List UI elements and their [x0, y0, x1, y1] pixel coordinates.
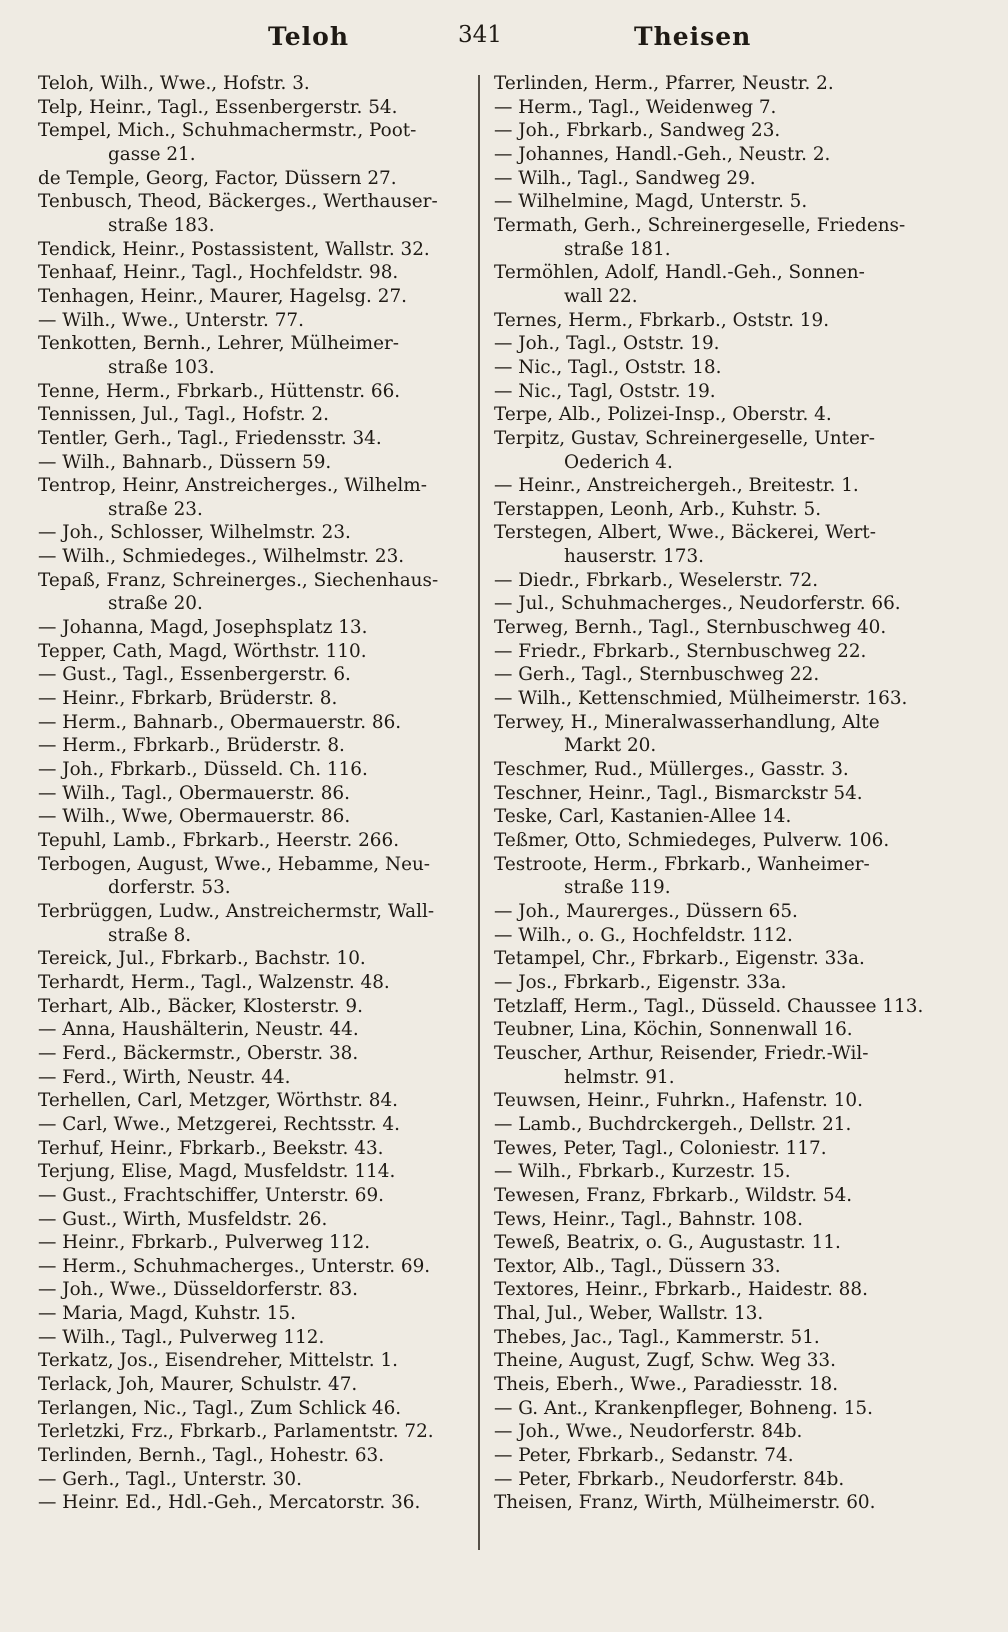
- directory-entry: Tenhagen, Heinr., Maurer, Hagelsg. 27.: [38, 285, 407, 307]
- directory-entry: — Herm., Bahnarb., Obermauerstr. 86.: [38, 711, 402, 733]
- directory-entry: — Herm., Schuhmacherges., Unterstr. 69.: [38, 1255, 431, 1277]
- directory-entry: Thebes, Jac., Tagl., Kammerstr. 51.: [494, 1326, 820, 1348]
- directory-entry: — Jos., Fbrkarb., Eigenstr. 33a.: [494, 971, 787, 993]
- directory-entry: Terjung, Elise, Magd, Musfeldstr. 114.: [38, 1161, 396, 1183]
- directory-entry: — Gust., Wirth, Musfeldstr. 26.: [38, 1208, 328, 1230]
- directory-entry: Tenbusch, Theod, Bäckerges., Werthauser-: [38, 191, 438, 213]
- directory-entry: — Wilh., Wwe, Obermauerstr. 86.: [38, 806, 351, 828]
- directory-entry: Terlack, Joh, Maurer, Schulstr. 47.: [38, 1374, 358, 1396]
- directory-entry: Teweß, Beatrix, o. G., Augustastr. 11.: [494, 1232, 841, 1254]
- directory-entry-continuation: straße 119.: [564, 877, 671, 899]
- directory-entry: — Diedr., Fbrkarb., Weselerstr. 72.: [494, 569, 819, 591]
- directory-entry: Tewesen, Franz, Fbrkarb., Wildstr. 54.: [494, 1184, 853, 1206]
- directory-entry-continuation: dorferstr. 53.: [108, 877, 231, 899]
- directory-entry: Tenne, Herm., Fbrkarb., Hüttenstr. 66.: [38, 380, 401, 402]
- directory-entry: — Wilh., Fbrkarb., Kurzestr. 15.: [494, 1161, 791, 1183]
- directory-entry: Theine, August, Zugf, Schw. Weg 33.: [494, 1350, 836, 1372]
- directory-entry: de Temple, Georg, Factor, Düssern 27.: [38, 167, 397, 189]
- directory-entry: Telp, Heinr., Tagl., Essenbergerstr. 54.: [38, 96, 398, 118]
- directory-entry: — Johannes, Handl.-Geh., Neustr. 2.: [494, 143, 831, 165]
- directory-entry: — Maria, Magd, Kuhstr. 15.: [38, 1303, 296, 1325]
- directory-entry: Tepaß, Franz, Schreinerges., Siechenhaus-: [38, 569, 439, 591]
- directory-entry: Terletzki, Frz., Fbrkarb., Parlamentstr. 72.: [38, 1421, 434, 1443]
- directory-entry: Terpitz, Gustav, Schreinergeselle, Unter-: [494, 427, 875, 449]
- directory-entry-continuation: hauserstr. 173.: [564, 546, 705, 568]
- directory-entry: — Gust., Tagl., Essenbergerstr. 6.: [38, 664, 351, 686]
- directory-entry: — Wilh., Bahnarb., Düssern 59.: [38, 451, 332, 473]
- directory-entry-continuation: Markt 20.: [564, 735, 657, 757]
- directory-entry: — Joh., Fbrkarb., Sandweg 23.: [494, 120, 781, 142]
- directory-entry: — Joh., Schlosser, Wilhelmstr. 23.: [38, 522, 351, 544]
- directory-entry: Teschmer, Rud., Müllerges., Gasstr. 3.: [494, 759, 849, 781]
- directory-entry: — Wilh., Tagl., Sandweg 29.: [494, 167, 756, 189]
- right-column: [494, 72, 932, 1515]
- directory-entry: — Heinr., Fbrkarb, Brüderstr. 8.: [38, 688, 338, 710]
- directory-entry: Terweg, Bernh., Tagl., Sternbuschweg 40.: [494, 617, 887, 639]
- header-first-entry: Teloh: [268, 22, 349, 51]
- directory-entry: — Wilh., Tagl., Pulverweg 112.: [38, 1326, 325, 1348]
- directory-entry: — Gerh., Tagl., Sternbuschweg 22.: [494, 664, 820, 686]
- directory-entry: — Joh., Maurerges., Düssern 65.: [494, 900, 798, 922]
- directory-entry: Tenkotten, Bernh., Lehrer, Mülheimer-: [38, 333, 399, 355]
- directory-entry: — Herm., Tagl., Weidenweg 7.: [494, 96, 777, 118]
- directory-entry: Tetzlaff, Herm., Tagl., Düsseld. Chaussee 113.: [494, 995, 924, 1017]
- directory-entry: — G. Ant., Krankenpfleger, Bohneng. 15.: [494, 1397, 873, 1419]
- header-last-entry: Theisen: [634, 22, 752, 51]
- directory-entry: Tews, Heinr., Tagl., Bahnstr. 108.: [494, 1208, 803, 1230]
- directory-entry: Tewes, Peter, Tagl., Coloniestr. 117.: [494, 1137, 827, 1159]
- directory-entry-continuation: straße 181.: [564, 238, 671, 260]
- column-divider: [478, 75, 480, 1550]
- directory-entry: — Jul., Schuhmacherges., Neudorferstr. 66.: [494, 593, 901, 615]
- directory-entry-continuation: straße 20.: [108, 593, 203, 615]
- directory-entry: — Anna, Haushälterin, Neustr. 44.: [38, 1019, 359, 1041]
- directory-entry: Termath, Gerh., Schreinergeselle, Friedens-: [494, 214, 906, 236]
- directory-entry: Terhart, Alb., Bäcker, Klosterstr. 9.: [38, 995, 363, 1017]
- directory-entry-continuation: straße 8.: [108, 924, 192, 946]
- directory-entry: — Wilh., Tagl., Obermauerstr. 86.: [38, 782, 350, 804]
- directory-entry: — Peter, Fbrkarb., Neudorferstr. 84b.: [494, 1468, 845, 1490]
- directory-entry-continuation: gasse 21.: [108, 143, 196, 165]
- directory-entry: — Joh., Wwe., Düsseldorferstr. 83.: [38, 1279, 359, 1301]
- directory-entry: Tepper, Cath, Magd, Wörthstr. 110.: [38, 640, 367, 662]
- directory-entry: Terhardt, Herm., Tagl., Walzenstr. 48.: [38, 971, 390, 993]
- directory-entry: Tempel, Mich., Schuhmachermstr., Poot-: [38, 120, 417, 142]
- directory-entry-continuation: straße 183.: [108, 214, 215, 236]
- directory-entry: Terlangen, Nic., Tagl., Zum Schlick 46.: [38, 1397, 402, 1419]
- directory-entry: Terstappen, Leonh, Arb., Kuhstr. 5.: [494, 498, 822, 520]
- directory-entry: Theis, Eberh., Wwe., Paradiesstr. 18.: [494, 1374, 839, 1396]
- directory-entry: Teßmer, Otto, Schmiedeges, Pulverw. 106.: [494, 830, 890, 851]
- directory-entry: — Wilh., Kettenschmied, Mülheimerstr. 163.: [494, 688, 908, 710]
- page-header: [38, 22, 938, 62]
- directory-entry: Teuscher, Arthur, Reisender, Friedr.-Wil-: [494, 1042, 869, 1064]
- directory-entry: Terkatz, Jos., Eisendreher, Mittelstr. 1.: [38, 1350, 399, 1372]
- directory-entry: Teschner, Heinr., Tagl., Bismarckstr 54.: [494, 782, 863, 804]
- directory-entry: Terhellen, Carl, Metzger, Wörthstr. 84.: [38, 1090, 399, 1112]
- page-number: 341: [458, 22, 502, 48]
- directory-entry: Textor, Alb., Tagl., Düssern 33.: [494, 1255, 781, 1277]
- directory-entry: — Wilh., Wwe., Unterstr. 77.: [38, 309, 304, 331]
- directory-entry: — Wilh., Schmiedeges., Wilhelmstr. 23.: [38, 546, 405, 568]
- directory-entry: Tentler, Gerh., Tagl., Friedensstr. 34.: [38, 427, 382, 449]
- directory-entry: — Wilhelmine, Magd, Unterstr. 5.: [494, 191, 808, 213]
- directory-entry: Testroote, Herm., Fbrkarb., Wanheimer-: [494, 853, 870, 875]
- directory-entry: Teuwsen, Heinr., Fuhrkn., Hafenstr. 10.: [494, 1090, 863, 1112]
- directory-entry: Terhuf, Heinr., Fbrkarb., Beekstr. 43.: [38, 1137, 384, 1159]
- directory-entry: — Gust., Frachtschiffer, Unterstr. 69.: [38, 1184, 385, 1206]
- directory-entry: — Wilh., o. G., Hochfeldstr. 112.: [494, 924, 793, 946]
- directory-entry: Terpe, Alb., Polizei-Insp., Oberstr. 4.: [494, 404, 832, 426]
- directory-entry: Teubner, Lina, Köchin, Sonnenwall 16.: [494, 1019, 853, 1041]
- directory-entry: — Heinr., Anstreichergeh., Breitestr. 1.: [494, 475, 859, 497]
- left-column: [38, 72, 468, 1515]
- directory-entry: — Nic., Tagl, Oststr. 19.: [494, 380, 716, 402]
- directory-entry: — Carl, Wwe., Metzgerei, Rechtsstr. 4.: [38, 1113, 400, 1135]
- directory-entry: — Heinr., Fbrkarb., Pulverweg 112.: [38, 1232, 371, 1254]
- directory-entry: — Heinr. Ed., Hdl.-Geh., Mercatorstr. 36.: [38, 1492, 421, 1514]
- directory-entry: — Joh., Fbrkarb., Düsseld. Ch. 116.: [38, 759, 368, 781]
- directory-entry: Textores, Heinr., Fbrkarb., Haidestr. 88.: [494, 1279, 868, 1301]
- directory-entry: — Herm., Fbrkarb., Brüderstr. 8.: [38, 735, 345, 757]
- directory-entry: Tereick, Jul., Fbrkarb., Bachstr. 10.: [38, 948, 366, 970]
- directory-entry: — Joh., Tagl., Oststr. 19.: [494, 333, 720, 355]
- directory-entry: Terbogen, August, Wwe., Hebamme, Neu-: [38, 853, 431, 875]
- directory-entry: Tentrop, Heinr, Anstreicherges., Wilhelm-: [38, 475, 427, 497]
- directory-entry: Theisen, Franz, Wirth, Mülheimerstr. 60.: [494, 1492, 876, 1514]
- directory-entry: Tepuhl, Lamb., Fbrkarb., Heerstr. 266.: [38, 830, 400, 851]
- directory-entry: Ternes, Herm., Fbrkarb., Oststr. 19.: [494, 309, 830, 331]
- directory-entry: Teske, Carl, Kastanien-Allee 14.: [494, 806, 792, 828]
- directory-entry: — Joh., Wwe., Neudorferstr. 84b.: [494, 1421, 803, 1443]
- directory-entry: Terbrüggen, Ludw., Anstreichermstr, Wall-: [38, 900, 435, 922]
- directory-entry: Tennissen, Jul., Tagl., Hofstr. 2.: [38, 404, 329, 426]
- directory-entry-continuation: helmstr. 91.: [564, 1066, 675, 1088]
- directory-entry: — Johanna, Magd, Josephsplatz 13.: [38, 617, 368, 639]
- directory-entry-continuation: straße 23.: [108, 498, 203, 520]
- directory-entry-continuation: straße 103.: [108, 356, 215, 378]
- directory-entry: Tendick, Heinr., Postassistent, Wallstr. 32.: [38, 238, 430, 260]
- directory-entry: Termöhlen, Adolf, Handl.-Geh., Sonnen-: [494, 262, 865, 284]
- directory-entry: — Gerh., Tagl., Unterstr. 30.: [38, 1468, 302, 1490]
- directory-entry-continuation: wall 22.: [564, 285, 638, 307]
- directory-entry: Terlinden, Bernh., Tagl., Hohestr. 63.: [38, 1445, 385, 1467]
- directory-entry: Terlinden, Herm., Pfarrer, Neustr. 2.: [494, 73, 834, 94]
- directory-entry: Tenhaaf, Heinr., Tagl., Hochfeldstr. 98.: [38, 262, 399, 284]
- directory-entry: — Ferd., Bäckermstr., Oberstr. 38.: [38, 1042, 359, 1064]
- directory-entry: Terstegen, Albert, Wwe., Bäckerei, Wert-: [494, 522, 876, 544]
- directory-entry: — Peter, Fbrkarb., Sedanstr. 74.: [494, 1445, 794, 1467]
- directory-entry: Thal, Jul., Weber, Wallstr. 13.: [494, 1303, 764, 1325]
- directory-entry-continuation: Oederich 4.: [564, 451, 673, 473]
- directory-entry: Terwey, H., Mineralwasserhandlung, Alte: [494, 711, 880, 733]
- directory-entry: — Nic., Tagl., Oststr. 18.: [494, 356, 722, 378]
- directory-entry: — Ferd., Wirth, Neustr. 44.: [38, 1066, 291, 1088]
- directory-entry: Tetampel, Chr., Fbrkarb., Eigenstr. 33a.: [494, 948, 865, 970]
- directory-entry: — Friedr., Fbrkarb., Sternbuschweg 22.: [494, 640, 867, 662]
- directory-entry: Teloh, Wilh., Wwe., Hofstr. 3.: [38, 73, 310, 94]
- directory-entry: — Lamb., Buchdrckergeh., Dellstr. 21.: [494, 1113, 852, 1135]
